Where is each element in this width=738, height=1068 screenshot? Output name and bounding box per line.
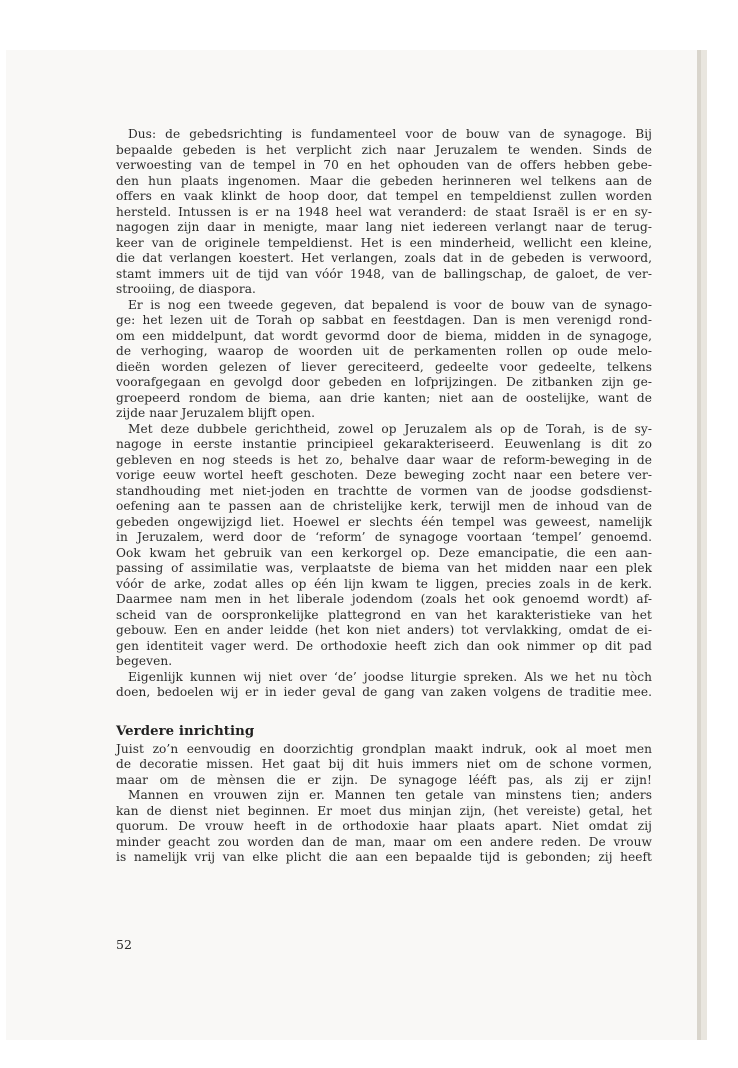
- text-line: de verhoging, waarop de woorden uit de perkamenten rollen op oude melo-: [116, 344, 652, 358]
- text-line: de decoratie missen. Het gaat bij dit huis immers niet om de schone vormen,: [116, 757, 652, 771]
- text-line: vorige eeuw wortel heeft geschoten. Deze beweging zocht naar een betere ver-: [116, 468, 652, 482]
- text-line: doen, bedoelen wij er in ieder geval de gang van zaken volgens de traditie mee.: [116, 685, 652, 699]
- text-line: strooiing, de diaspora.: [116, 282, 256, 296]
- text-line: passing of assimilatie was, verplaatste de biema van het midden naar een plek: [116, 561, 652, 575]
- text-line: Juist zo’n eenvoudig en doorzichtig grondplan maakt indruk, ook al moet men: [116, 741, 652, 756]
- text-line: quorum. De vrouw heeft in de orthodoxie haar plaats apart. Niet omdat zij: [116, 819, 652, 833]
- body-text: [116, 127, 652, 866]
- text-line: Dus: de gebedsrichting is fundamenteel voor de bouw van de synagoge. Bij: [128, 127, 652, 141]
- text-line: keer van de originele tempeldienst. Het is een minderheid, wellicht een kleine,: [116, 235, 652, 250]
- text-line: om een middelpunt, dat wordt gevormd door de biema, midden in de synagoge,: [116, 328, 652, 343]
- text-line: Daarmee nam men in het liberale jodendom (zoals het ook genoemd wordt) af-: [116, 592, 652, 606]
- text-line: den hun plaats ingenomen. Maar die gebeden herinneren wel telkens aan de: [116, 173, 652, 188]
- text-line: stamt immers uit de tijd van vóór 1948, van de ballingschap, de galoet, de ver-: [116, 266, 652, 281]
- text-line: nagogen zijn daar in menigte, maar lang niet iedereen verlangt naar de terug-: [116, 220, 652, 234]
- text-line: Eigenlijk kunnen wij niet over ‘de’ joodse liturgie spreken. Als we het nu tòch: [128, 669, 652, 684]
- text-line: gebouw. Een en ander leidde (het kon niet anders) tot vervlakking, omdat de ei-: [116, 623, 652, 637]
- text-line: scheid van de oorspronkelijke plattegrond en van het karakteristieke van het: [116, 607, 652, 622]
- text-line: bepaalde gebeden is het verplicht zich naar Jeruzalem te wenden. Sinds de: [116, 142, 652, 157]
- text-line: gebeden ongewijzigd liet. Hoewel er slechts één tempel was geweest, namelijk: [116, 514, 652, 529]
- page-edge: [701, 50, 707, 1040]
- text-line: voorafgegaan en gevolgd door gebeden en lofprijzingen. De zitbanken zijn ge-: [116, 375, 652, 389]
- text-line: gebleven en nog steeds is het zo, behalve daar waar de reform-beweging in de: [116, 452, 652, 467]
- text-line: is namelijk vrij van elke plicht die aan een bepaalde tijd is gebonden; zij heeft: [116, 850, 652, 864]
- text-line: Ook kwam het gebruik van een kerkorgel op. Deze emancipatie, die een aan-: [116, 545, 652, 560]
- page-number: 52: [116, 937, 132, 952]
- text-line: Mannen en vrouwen zijn er. Mannen ten getale van minstens tien; anders: [128, 788, 652, 802]
- text-line: minder geacht zou worden dan de man, maar om een andere reden. De vrouw: [116, 834, 652, 849]
- section-heading: Verdere inrichting: [116, 723, 255, 739]
- text-line: zijde naar Jeruzalem blijft open.: [116, 406, 316, 420]
- text-line: kan de dienst niet beginnen. Er moet dus minjan zijn, (het vereiste) getal, het: [116, 803, 652, 818]
- text-line: offers en vaak klinkt de hoop door, dat tempel en tempeldienst zullen worden: [116, 189, 652, 203]
- text-line: maar om de mènsen die er zijn. De synagoge lééft pas, als zij er zijn!: [116, 772, 652, 787]
- text-line: die dat verlangen koestert. Het verlangen, zoals dat in de gebeden is verwoord,: [116, 251, 652, 265]
- text-line: begeven.: [116, 654, 173, 668]
- text-line: ge: het lezen uit de Torah op sabbat en feestdagen. Dan is men verenigd rond-: [116, 313, 652, 327]
- text-section-bottom: [116, 742, 652, 866]
- text-line: oefening aan te passen aan de christelijke kerk, terwijl men de inhoud van de: [116, 499, 652, 513]
- text-line: verwoesting van de tempel in 70 en het ophouden van de offers hebben gebe-: [116, 158, 652, 172]
- text-line: standhouding met niet-joden en trachtte de vormen van de joodse godsdienst-: [116, 483, 652, 498]
- text-line: in Jeruzalem, werd door de ‘reform’ de synagoge voortaan ‘tempel’ genoemd.: [116, 530, 652, 544]
- text-line: nagoge in eerste instantie principieel gekarakteriseerd. Eeuwenlang is dit zo: [116, 437, 652, 451]
- text-line: hersteld. Intussen is er na 1948 heel wat veranderd: de staat Israël is er en sy-: [116, 204, 652, 219]
- text-section-top: [116, 127, 652, 701]
- text-line: vóór de arke, zodat alles op één lijn kwam te liggen, precies zoals in de kerk.: [116, 576, 652, 591]
- text-line: dieën worden gelezen of liever gereciteerd, gedeelte voor gedeelte, telkens: [116, 359, 652, 374]
- text-line: Er is nog een tweede gegeven, dat bepalend is voor de bouw van de synago-: [128, 297, 652, 312]
- text-line: Met deze dubbele gerichtheid, zowel op Jeruzalem als op de Torah, is de sy-: [128, 421, 652, 436]
- text-line: groepeerd rondom de biema, aan drie kanten; niet aan de oostelijke, want de: [116, 390, 652, 405]
- text-line: gen identiteit vager werd. De orthodoxie heeft zich dan ook nimmer op dit pad: [116, 638, 652, 653]
